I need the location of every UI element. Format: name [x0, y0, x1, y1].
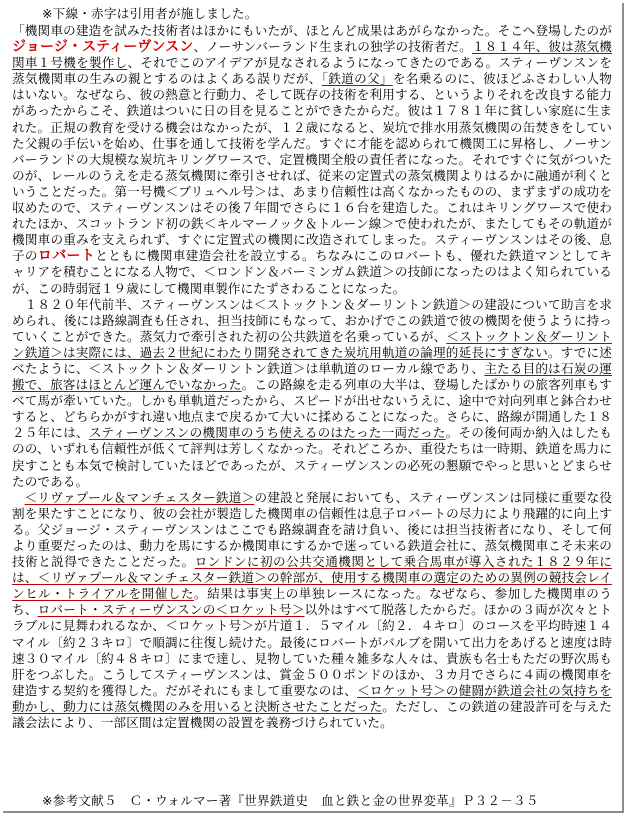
body-text: 。ただし、この鉄道の建設許可を与えた議会法により、一部区間は定置機関の設置を義務づけられていた。	[12, 698, 612, 731]
quoted-text	[12, 23, 612, 731]
underlined-text: １８１４年、彼は蒸気機関車１号機を製作し	[12, 39, 612, 71]
red-highlight-text: ロバート	[37, 248, 96, 265]
underlined-text: ＜ロケット号＞の健闘が鉄道会社の気持ちを動かし、動力には蒸気機関のみを用いると決断させたことだった	[12, 682, 612, 714]
body-text: 。すでに述べたように、＜ストックトン＆ダーリントン鉄道＞は単軌道のローカル線であり、	[12, 344, 612, 376]
reference-citation: ※参考文献５ Ｃ・ウォルマー著『世界鉄道史 血と鉄と金の世界変革』Ｐ３２－３５	[42, 793, 539, 808]
body-text: 以外はすべて脱落したからだ。ほかの３両が次々とトラブルに見舞われるなか、＜ロケット号＞が片道１．５マイル〔約２．４キロ〕のコースを平均時速１４マイル〔約２３キロ〕で順調に往復し続けた。最後にロバートがバルブを開いて出力をあげると速度は時速３０マイル〔約４８キロ〕にまで達し、見物していた種々雑多な人々は、貴族も名士もただの野次馬も肝をつぶした。こうしてスティーヴンスンは、賞金５００ポンドのほか、３カ月でさらに４両の機関車を建造する契約を獲得した。だがそれにもまして重要なのは、	[12, 602, 613, 698]
paragraph-3	[12, 490, 612, 731]
body-text: 。この路線を走る列車の大半は、登場したばかりの旅客列車もすべて馬が牽いていた。しかも単軌道だったから、スピードが出せないうえに、途中で対向列車と鉢合わせすると、どちらかがすれ違い地点まで戻るかて大いに揉めることになった。さらに、路線が開通した１８２５年には、	[12, 377, 612, 441]
red-highlight-text: ジョージ・スティーヴンスン	[12, 39, 194, 56]
body-text: 。その後何両か納入はしたものの、いずれも信頼性が低くて評判は芳しくなかった。それどころか、重役たちは一時期、鉄道を馬力に戻すことも本気で検討していたほどであったが、スティーヴンスンの必死の懇願でやっと思いとどまらせたのである。	[12, 425, 612, 489]
body-text: 。結果は事実上の単独レースになった。なぜなら、参加した機関車のうち、	[12, 586, 612, 618]
underlined-text: 主たる目的は石炭の運搬で、旅客はほとんど運んでいなかった	[12, 360, 613, 393]
body-text: 「機関車の建造を試みた技術者はほかにもいたが、ほとんど成果はあがらなかった。そこへ登場したのが	[12, 23, 612, 38]
editor-note: ※下線・赤字は引用者が施しました。	[42, 6, 258, 21]
underlined-text: ロバート・スティーヴンスンの＜ロケット号＞	[37, 602, 305, 618]
underlined-text: スティーヴンスンの機関車のうち使えるのはたった一両だった	[88, 425, 446, 441]
body-text: の建設と発展においても、スティーヴンスンは同様に重要な役割を果たすことになり、彼の会社が製造した機関車の信頼性は息子ロバートの尽力により飛躍的に向上する。父ジョージ・スティーヴンスンはここでも路線調査を請け負い、後には担当技術者になり、そして何より重要だったのは、動力を馬にするか機関車にするかで迷っている鉄道会社に、蒸気機関車こそ未来の技術と説得できたことだった。	[12, 489, 612, 570]
paragraph-2	[12, 297, 612, 490]
body-text: １８２０年代前半、スティーヴンスンは＜ストックトン＆ダーリントン鉄道＞の建設について助言を求められ、後には路線調査も任され、担当技師にもなって、おかげでこの鉄道で彼の機関を使うように持っていくことができた。蒸気力で牽引された初の公共鉄道を名乗っているが、	[12, 296, 612, 344]
paragraph-1	[12, 23, 612, 297]
underlined-text: 「鉄道の父」	[321, 71, 393, 87]
body-text: とともに機関車建造会社を設立する。ちなみにこのロバートも、優れた鉄道マンとしてキャリアを積むことになる人物で、＜ロンドン＆バーミンガム鉄道＞の技師になったのはよく知られているが、この時弱冠１９歳にして機関車製作にたずさわることになった。	[12, 248, 613, 296]
underlined-text: ＜リヴァプール＆マンチェスター鉄道＞	[24, 489, 255, 505]
underlined-text: ロンドンに初の公共交通機関として乗合馬車が導入された１８２９年には、＜リヴァプール＆マンチェスター鉄道＞の幹部が、使用する機関車の選定のための異例の競技会レインヒル・トライアルを開催した	[12, 554, 612, 602]
underlined-text: ＜ストックトン＆ダーリントン鉄道＞は実際には、過去２世紀にわたり開発されてきた炭坑用軌道の論理的延長にすぎない	[12, 328, 612, 360]
body-text: 、ノーサンバーランド生まれの独学の技術者だ。	[193, 39, 472, 55]
body-text: を名乗るのに、彼ほどふさわしい人物はいない。なぜなら、彼の熱意と行動力、そして既存の技術を利用する、というよりそれを改良する能力があったからこそ、鉄道はついに日の目を見ることができたからだ。彼は１７８１年に貧しい家庭に生まれた。正規の教育を受ける機会はなかったが、１２歳になると、炭坑で排水用蒸気機関の缶焚きをしていた父親の手伝いを始め、仕事を通して技術を学んだ。すぐに才能を認められて機関工に昇格し、ノーサンバーランドの大規模な炭坑キリングワースで、定置機関全般の責任者になった。それですぐに気がついたのが、レールのうえを走る蒸気機関に牽引させれば、従来の定置式の蒸気機関よりはるかに融通が利くということだった。第一号機＜ブリュヘル号＞は、あまり信頼性は高くなかったものの、まずまずの成功を収めたので、スティーヴンスンはその後７年間でさらに１６台を建造した。これはキリングワースで使われたほか、スコットランド初の鉄＜キルマーノック＆トルーン線＞で使われたが、またしてもその軌道が機関車の重みを支えられず、すぐに定置式の機関に改造されてしまった。スティーヴンスンはその後、息子の	[12, 71, 613, 264]
body-text: 、それでこのアイデアが見なされるようになってきたのである。スティーヴンスンを蒸気機関車の生みの親とするのはよくある誤りだが、	[12, 55, 612, 87]
